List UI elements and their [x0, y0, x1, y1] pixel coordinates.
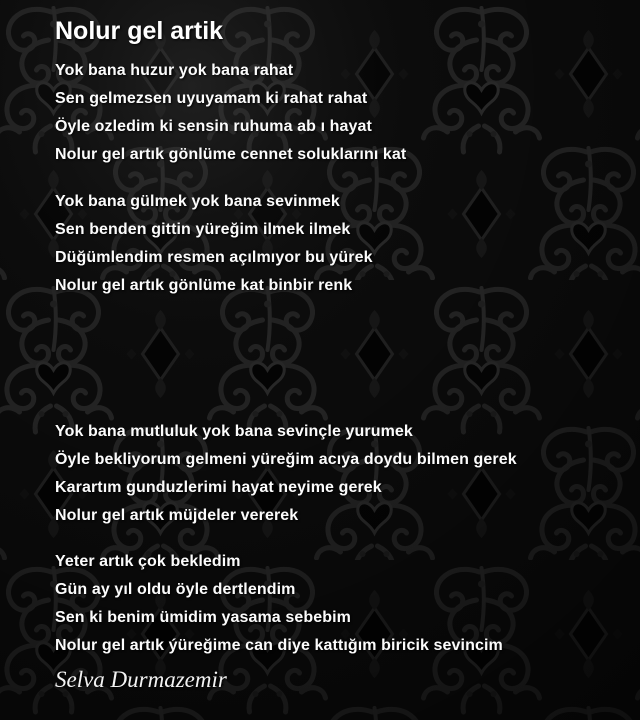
- poem-line: Öyle ozledim ki sensin ruhuma ab ı hayat: [55, 118, 372, 135]
- stanza-4: [55, 548, 620, 660]
- stanza-1: [55, 57, 620, 169]
- poem-line: Karartım gunduzlerimi hayat neyime gerek: [55, 479, 382, 496]
- poem-content: [55, 16, 620, 696]
- poem-line: Sen benden gittin yüreğim ilmek ilmek: [55, 221, 351, 238]
- stanza-2: [55, 188, 620, 300]
- poem-title: Nolur gel artik: [55, 17, 224, 45]
- poem-line: Öyle bekliyorum gelmeni yüreğim acıya doydu bilmen gerek: [55, 451, 517, 468]
- poem-line: Nolur gel artık müjdeler vererek: [55, 507, 299, 524]
- stanza-3: [55, 418, 620, 530]
- poem-line: Yok bana gülmek yok bana sevinmek: [55, 193, 340, 210]
- poem-line: Sen ki benim ümidim yasama sebebim: [55, 609, 351, 626]
- poem-line: Düğümlendim resmen açılmıyor bu yürek: [55, 249, 373, 266]
- poem-line: Gün ay yıl oldu öyle dertlendim: [55, 581, 296, 598]
- poem-line: Nolur gel artık gönlüme cennet soluklarını kat: [55, 146, 407, 163]
- author-signature: Selva Durmazemir: [55, 667, 227, 692]
- poem-line: Sen gelmezsen uyuyamam ki rahat rahat: [55, 90, 368, 107]
- poem-line: Yeter artık çok bekledim: [55, 553, 241, 570]
- poem-line: Nolur gel artık ýüreğime can diye kattığım biricik sevincim: [55, 637, 503, 654]
- poem-line: Yok bana huzur yok bana rahat: [55, 62, 294, 79]
- poem-line: Nolur gel artık gönlüme kat binbir renk: [55, 277, 353, 294]
- poem-line: Yok bana mutluluk yok bana sevinçle yurumek: [55, 423, 413, 440]
